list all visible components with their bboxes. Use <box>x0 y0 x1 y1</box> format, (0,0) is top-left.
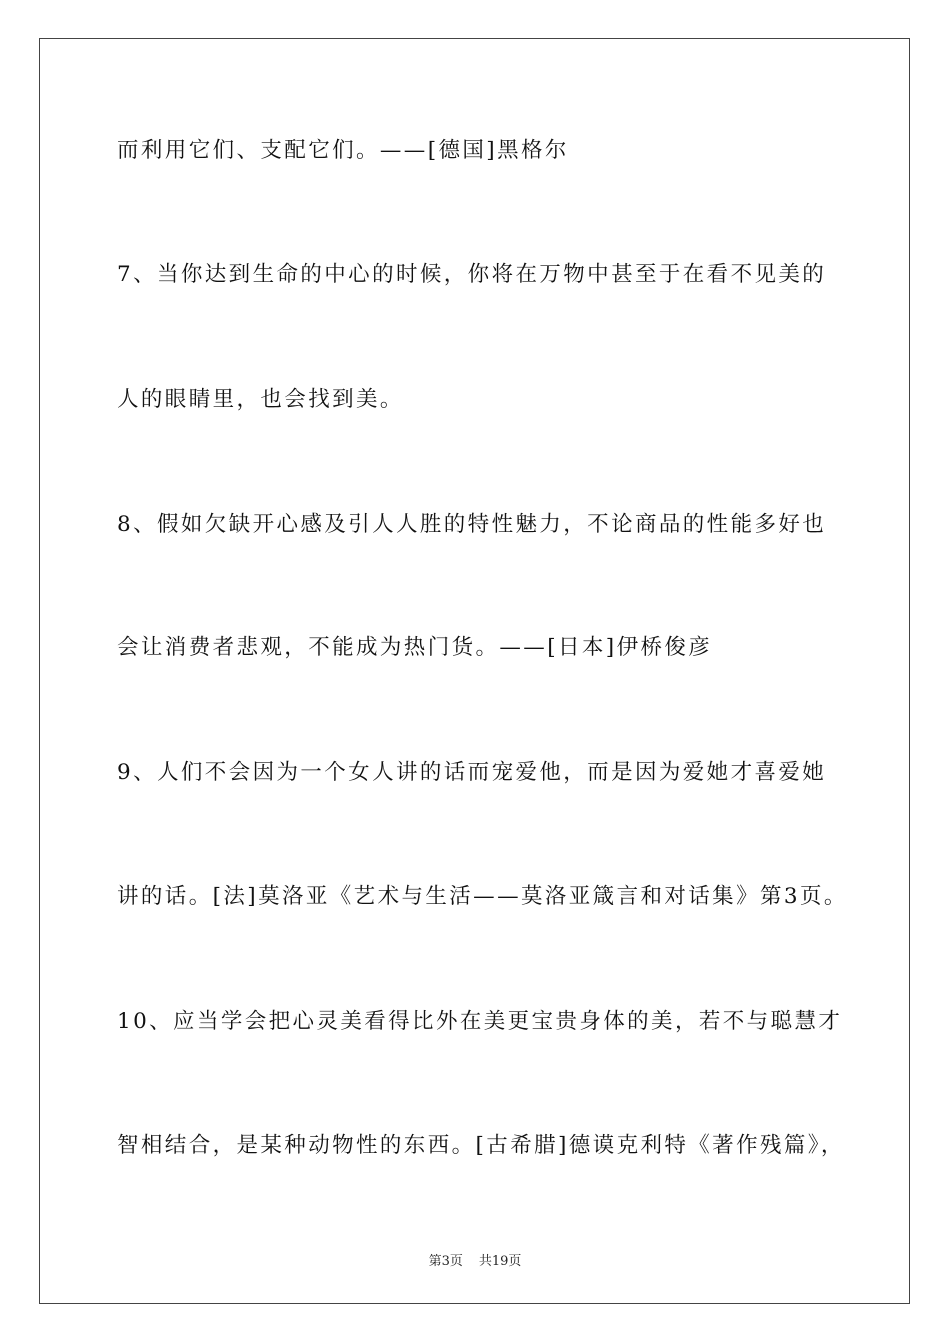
text-line-7: 讲的话。[法]莫洛亚《艺术与生活——莫洛亚箴言和对话集》第3页。 <box>117 884 848 909</box>
text-line-5: 会让消费者悲观，不能成为热门货。——[日本]伊桥俊彦 <box>117 635 713 660</box>
text-line-4: 8、假如欠缺开心感及引人人胜的特性魅力，不论商品的性能多好也 <box>117 512 827 537</box>
text-line-3: 人的眼睛里，也会找到美。 <box>117 387 404 412</box>
text-line-8: 10、应当学会把心灵美看得比外在美更宝贵身体的美，若不与聪慧才 <box>117 1009 843 1034</box>
text-line-2: 7、当你达到生命的中心的时候，你将在万物中甚至于在看不见美的 <box>117 262 827 287</box>
text-line-6: 9、人们不会因为一个女人讲的话而宠爱他，而是因为爱她才喜爱她 <box>117 760 827 785</box>
page-footer <box>0 1250 950 1269</box>
page-total: 共19页 <box>478 1254 522 1269</box>
text-line-1: 而利用它们、支配它们。——[德国]黑格尔 <box>117 138 569 163</box>
page-number: 第3页 <box>428 1254 463 1269</box>
text-line-9: 智相结合，是某种动物性的东西。[古希腊]德谟克利特《著作残篇》， <box>117 1133 845 1158</box>
page-frame <box>39 38 910 1304</box>
